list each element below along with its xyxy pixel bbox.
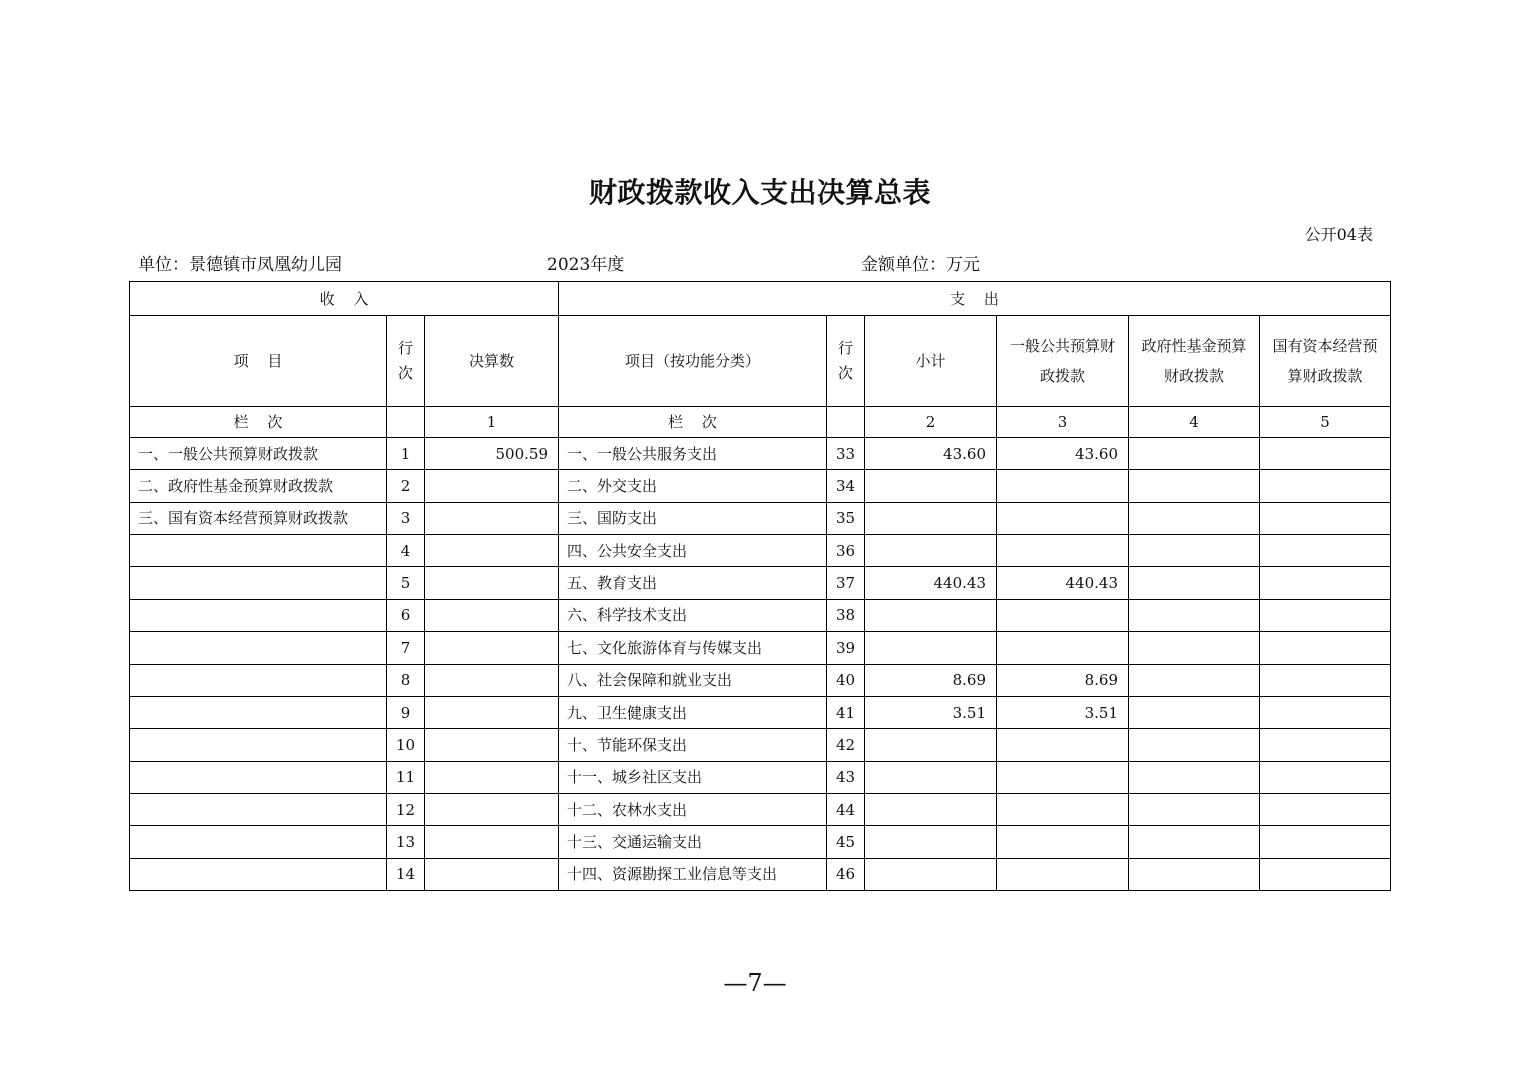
table-row <box>130 793 1391 825</box>
table-row <box>130 761 1391 793</box>
gov-fund-cell <box>1129 502 1260 534</box>
subtotal-cell: 43.60 <box>865 438 997 470</box>
table-row <box>130 535 1391 567</box>
general-budget-cell: 43.60 <box>997 438 1129 470</box>
state-capital-cell <box>1260 664 1391 696</box>
col-header-gov-fund <box>1129 316 1260 407</box>
col-header-general-budget-label: 一般公共预算财政拨款 <box>1009 337 1115 385</box>
expense-item-cell: 十三、交通运输支出 <box>559 826 827 858</box>
general-budget-cell: 8.69 <box>997 664 1129 696</box>
subtotal-cell <box>865 793 997 825</box>
col-header-expense-item: 项目（按功能分类） <box>559 316 827 407</box>
general-budget-cell <box>997 632 1129 664</box>
income-line-cell: 3 <box>387 502 425 534</box>
index-income-line <box>387 407 425 438</box>
index-subtotal: 2 <box>865 407 997 438</box>
income-line-cell: 10 <box>387 729 425 761</box>
subtotal-cell <box>865 632 997 664</box>
index-state-capital: 5 <box>1260 407 1391 438</box>
income-item-cell <box>130 664 387 696</box>
income-line-cell: 13 <box>387 826 425 858</box>
expense-line-cell: 35 <box>827 502 865 534</box>
table-row <box>130 729 1391 761</box>
col-header-gov-fund-label: 政府性基金预算财政拨款 <box>1141 337 1247 385</box>
subtotal-cell <box>865 599 997 631</box>
income-item-cell <box>130 535 387 567</box>
income-item-cell <box>130 826 387 858</box>
state-capital-cell <box>1260 438 1391 470</box>
general-budget-cell <box>997 729 1129 761</box>
col-header-expense-line <box>827 316 865 407</box>
income-item-cell <box>130 858 387 890</box>
gov-fund-cell <box>1129 729 1260 761</box>
expense-item-cell: 十二、农林水支出 <box>559 793 827 825</box>
subtotal-cell: 3.51 <box>865 696 997 728</box>
subtotal-cell <box>865 535 997 567</box>
index-income-amount: 1 <box>425 407 559 438</box>
table-row <box>130 696 1391 728</box>
income-item-cell: 一、一般公共预算财政拨款 <box>130 438 387 470</box>
page-number: —7— <box>723 969 787 997</box>
state-capital-cell <box>1260 696 1391 728</box>
table-row <box>130 664 1391 696</box>
income-line-cell: 12 <box>387 793 425 825</box>
expense-item-cell: 七、文化旅游体育与传媒支出 <box>559 632 827 664</box>
subtotal-cell <box>865 761 997 793</box>
expense-item-cell: 十一、城乡社区支出 <box>559 761 827 793</box>
income-amount-cell <box>425 632 559 664</box>
table-row <box>130 502 1391 534</box>
expense-item-cell: 十四、资源勘探工业信息等支出 <box>559 858 827 890</box>
gov-fund-cell <box>1129 664 1260 696</box>
gov-fund-cell <box>1129 826 1260 858</box>
gov-fund-cell <box>1129 599 1260 631</box>
income-item-cell <box>130 567 387 599</box>
income-amount-cell <box>425 826 559 858</box>
state-capital-cell <box>1260 632 1391 664</box>
table-header <box>130 282 1391 438</box>
income-amount-cell <box>425 535 559 567</box>
subtotal-cell: 8.69 <box>865 664 997 696</box>
general-budget-cell: 3.51 <box>997 696 1129 728</box>
income-amount-cell <box>425 567 559 599</box>
col-header-general-budget <box>997 316 1129 407</box>
table-row <box>130 567 1391 599</box>
col-header-state-capital <box>1260 316 1391 407</box>
income-item-cell <box>130 632 387 664</box>
state-capital-cell <box>1260 599 1391 631</box>
subtotal-cell <box>865 470 997 502</box>
general-budget-cell <box>997 826 1129 858</box>
subtotal-cell <box>865 729 997 761</box>
general-budget-cell <box>997 470 1129 502</box>
general-budget-cell <box>997 502 1129 534</box>
income-amount-cell <box>425 793 559 825</box>
col-header-subtotal: 小计 <box>865 316 997 407</box>
col-header-expense-line-label: 行次 <box>837 339 853 382</box>
index-gov-fund: 4 <box>1129 407 1260 438</box>
expense-line-cell: 46 <box>827 858 865 890</box>
state-capital-cell <box>1260 470 1391 502</box>
income-group-header: 收 入 <box>130 282 559 316</box>
fiscal-year: 2023年度 <box>547 255 625 275</box>
income-line-cell: 11 <box>387 761 425 793</box>
expense-item-cell: 八、社会保障和就业支出 <box>559 664 827 696</box>
income-line-cell: 1 <box>387 438 425 470</box>
expense-line-cell: 38 <box>827 599 865 631</box>
expense-item-cell: 一、一般公共服务支出 <box>559 438 827 470</box>
state-capital-cell <box>1260 761 1391 793</box>
income-amount-cell <box>425 696 559 728</box>
income-amount-cell <box>425 761 559 793</box>
gov-fund-cell <box>1129 793 1260 825</box>
expense-item-cell: 十、节能环保支出 <box>559 729 827 761</box>
income-amount-cell <box>425 858 559 890</box>
table-row <box>130 438 1391 470</box>
income-line-cell: 2 <box>387 470 425 502</box>
expense-item-cell: 四、公共安全支出 <box>559 535 827 567</box>
subtotal-cell <box>865 502 997 534</box>
subtotal-cell: 440.43 <box>865 567 997 599</box>
reporting-unit: 单位：景德镇市凤凰幼儿园 <box>138 255 342 275</box>
table-row <box>130 826 1391 858</box>
group-header-row <box>130 282 1391 316</box>
income-line-cell: 6 <box>387 599 425 631</box>
income-item-cell <box>130 599 387 631</box>
income-item-cell: 三、国有资本经营预算财政拨款 <box>130 502 387 534</box>
expense-item-cell: 六、科学技术支出 <box>559 599 827 631</box>
expense-group-header: 支 出 <box>559 282 1391 316</box>
expense-line-cell: 42 <box>827 729 865 761</box>
col-header-income-item: 项 目 <box>130 316 387 407</box>
col-header-income-amount: 决算数 <box>425 316 559 407</box>
table-row <box>130 599 1391 631</box>
general-budget-cell <box>997 793 1129 825</box>
general-budget-cell <box>997 858 1129 890</box>
form-code: 公开04表 <box>1304 225 1373 244</box>
col-header-income-line-label: 行次 <box>397 339 413 382</box>
expense-item-cell: 九、卫生健康支出 <box>559 696 827 728</box>
income-amount-cell <box>425 502 559 534</box>
income-amount-cell <box>425 599 559 631</box>
general-budget-cell: 440.43 <box>997 567 1129 599</box>
state-capital-cell <box>1260 502 1391 534</box>
state-capital-cell <box>1260 567 1391 599</box>
income-amount-cell <box>425 470 559 502</box>
table-body <box>130 438 1391 891</box>
state-capital-cell <box>1260 858 1391 890</box>
income-line-cell: 9 <box>387 696 425 728</box>
income-item-cell <box>130 696 387 728</box>
state-capital-cell <box>1260 826 1391 858</box>
expense-line-cell: 37 <box>827 567 865 599</box>
col-header-income-line <box>387 316 425 407</box>
index-expense-line <box>827 407 865 438</box>
state-capital-cell <box>1260 535 1391 567</box>
income-item-cell: 二、政府性基金预算财政拨款 <box>130 470 387 502</box>
expense-line-cell: 34 <box>827 470 865 502</box>
expense-line-cell: 36 <box>827 535 865 567</box>
expense-line-cell: 41 <box>827 696 865 728</box>
gov-fund-cell <box>1129 567 1260 599</box>
expense-line-cell: 40 <box>827 664 865 696</box>
state-capital-cell <box>1260 793 1391 825</box>
table-row <box>130 858 1391 890</box>
index-general-budget: 3 <box>997 407 1129 438</box>
gov-fund-cell <box>1129 858 1260 890</box>
expense-line-cell: 45 <box>827 826 865 858</box>
gov-fund-cell <box>1129 632 1260 664</box>
col-header-state-capital-label: 国有资本经营预算财政拨款 <box>1272 337 1378 385</box>
general-budget-cell <box>997 599 1129 631</box>
general-budget-cell <box>997 761 1129 793</box>
income-line-cell: 4 <box>387 535 425 567</box>
amount-unit: 金额单位：万元 <box>861 255 980 275</box>
gov-fund-cell <box>1129 470 1260 502</box>
expense-line-cell: 43 <box>827 761 865 793</box>
column-header-row <box>130 316 1391 407</box>
state-capital-cell <box>1260 729 1391 761</box>
expense-item-cell: 二、外交支出 <box>559 470 827 502</box>
income-line-cell: 14 <box>387 858 425 890</box>
gov-fund-cell <box>1129 761 1260 793</box>
income-line-cell: 5 <box>387 567 425 599</box>
expense-item-cell: 三、国防支出 <box>559 502 827 534</box>
index-expense-item: 栏 次 <box>559 407 827 438</box>
income-line-cell: 8 <box>387 664 425 696</box>
general-budget-cell <box>997 535 1129 567</box>
income-item-cell <box>130 793 387 825</box>
table-row <box>130 470 1391 502</box>
column-index-row <box>130 407 1391 438</box>
table-row <box>130 632 1391 664</box>
income-item-cell <box>130 729 387 761</box>
expense-item-cell: 五、教育支出 <box>559 567 827 599</box>
gov-fund-cell <box>1129 535 1260 567</box>
income-amount-cell <box>425 729 559 761</box>
expense-line-cell: 44 <box>827 793 865 825</box>
expense-line-cell: 39 <box>827 632 865 664</box>
page-title: 财政拨款收入支出决算总表 <box>588 176 931 209</box>
subtotal-cell <box>865 858 997 890</box>
income-amount-cell <box>425 664 559 696</box>
index-income-item: 栏 次 <box>130 407 387 438</box>
income-amount-cell: 500.59 <box>425 438 559 470</box>
income-line-cell: 7 <box>387 632 425 664</box>
gov-fund-cell <box>1129 438 1260 470</box>
fiscal-appropriation-table <box>129 281 1391 891</box>
expense-line-cell: 33 <box>827 438 865 470</box>
gov-fund-cell <box>1129 696 1260 728</box>
subtotal-cell <box>865 826 997 858</box>
income-item-cell <box>130 761 387 793</box>
